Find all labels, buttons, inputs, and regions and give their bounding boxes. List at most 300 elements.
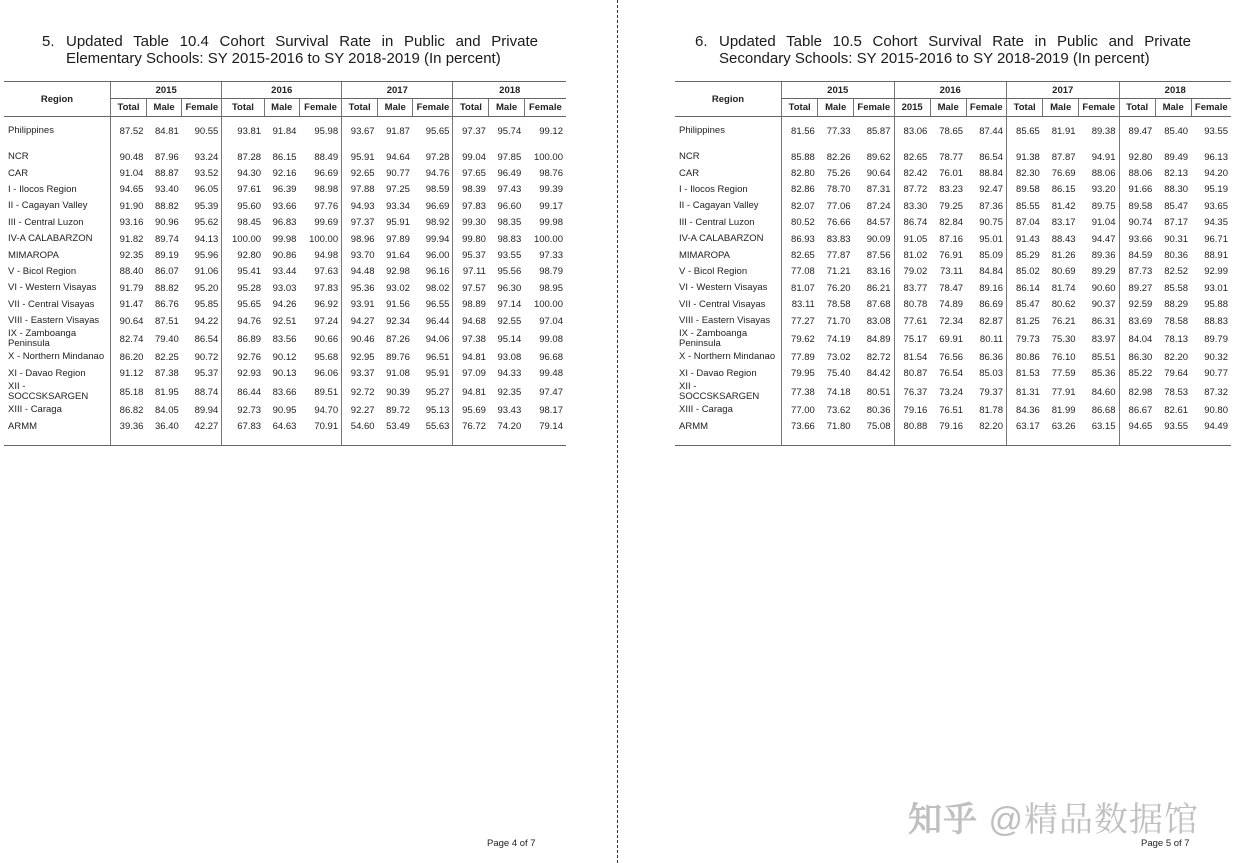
table-row bbox=[675, 418, 1231, 445]
region-name: Philippines bbox=[8, 125, 54, 136]
title-line-2: Elementary Schools: SY 2015-2016 to SY 2018-2019 (In percent) bbox=[66, 50, 501, 67]
table-row bbox=[675, 366, 1231, 382]
rate-cell: 99.04 bbox=[453, 149, 489, 165]
rate-cell: 90.96 bbox=[155, 217, 179, 229]
rate-cell: 89.62 bbox=[866, 151, 891, 163]
zhihu-logo: 知乎 bbox=[908, 801, 978, 839]
rate-cell: 93.08 bbox=[497, 351, 522, 363]
sub-header: Female bbox=[299, 99, 341, 117]
table-row bbox=[675, 247, 1231, 263]
rate-cell: 83.17 bbox=[1051, 217, 1076, 229]
rate-cell: 97.47 bbox=[539, 386, 563, 398]
rate-cell: 77.06 bbox=[826, 200, 851, 212]
table-row bbox=[675, 297, 1231, 313]
rate-cell: 79.14 bbox=[524, 418, 566, 445]
rate-cell: 95.65 bbox=[425, 125, 450, 137]
rate-cell: 96.05 bbox=[194, 184, 219, 196]
rate-cell: 97.33 bbox=[539, 250, 563, 262]
rate-cell: 100.00 bbox=[533, 151, 563, 163]
sub-header: Male bbox=[1155, 99, 1191, 117]
rate-cell: 87.72 bbox=[894, 182, 930, 198]
rate-cell: 88.84 bbox=[979, 168, 1003, 180]
rate-cell: 97.37 bbox=[342, 215, 378, 231]
rate-cell: 95.68 bbox=[314, 351, 339, 363]
rate-cell: 83.83 bbox=[826, 233, 851, 245]
rate-cell: 89.72 bbox=[386, 404, 410, 416]
rate-cell: 86.15 bbox=[1051, 184, 1076, 196]
rate-cell: 76.01 bbox=[939, 168, 964, 180]
title-line-1: Updated Table 10.5 Cohort Survival Rate in Public and Private bbox=[719, 33, 1191, 50]
region-name: XIII - Caraga bbox=[8, 404, 62, 416]
rate-cell: 89.27 bbox=[1119, 280, 1155, 296]
rate-cell: 96.51 bbox=[425, 351, 450, 363]
rate-cell: 99.08 bbox=[539, 333, 563, 345]
rate-cell: 90.95 bbox=[272, 404, 297, 416]
sub-header: Female bbox=[182, 99, 222, 117]
country-row bbox=[4, 123, 566, 139]
region-name: CAR bbox=[8, 167, 29, 179]
rate-cell: 86.82 bbox=[111, 402, 147, 418]
rate-cell: 69.91 bbox=[939, 333, 964, 345]
rate-cell: 87.16 bbox=[939, 233, 964, 245]
rate-cell: 94.91 bbox=[1091, 151, 1116, 163]
rate-cell: 94.76 bbox=[222, 313, 264, 329]
rate-cell: 78.58 bbox=[1164, 315, 1189, 327]
rate-cell: 92.65 bbox=[342, 165, 378, 181]
rate-cell: 76.20 bbox=[826, 282, 851, 294]
rate-cell: 88.82 bbox=[155, 282, 179, 294]
sub-header: Total bbox=[1119, 99, 1155, 117]
region-name: IV-A CALABARZON bbox=[679, 233, 764, 245]
rate-cell: 94.30 bbox=[222, 165, 264, 181]
rate-cell: 94.76 bbox=[425, 168, 450, 180]
page-divider bbox=[617, 0, 618, 863]
rate-cell: 87.38 bbox=[155, 368, 179, 380]
rate-cell: 98.35 bbox=[497, 217, 522, 229]
rate-cell: 88.29 bbox=[1164, 299, 1189, 311]
rate-cell: 36.40 bbox=[146, 418, 181, 445]
table-row bbox=[4, 198, 566, 214]
rate-cell: 89.51 bbox=[314, 386, 339, 398]
rate-cell: 82.20 bbox=[966, 418, 1006, 445]
rate-cell: 90.80 bbox=[1204, 404, 1228, 416]
rate-cell: 95.19 bbox=[1204, 184, 1228, 196]
rate-cell: 83.16 bbox=[866, 266, 891, 278]
rate-cell: 98.95 bbox=[539, 282, 563, 294]
rate-cell: 93.81 bbox=[222, 123, 264, 139]
rate-cell: 91.64 bbox=[386, 250, 410, 262]
rate-cell: 73.11 bbox=[939, 266, 964, 278]
rate-cell: 90.37 bbox=[1091, 299, 1116, 311]
sub-header: Male bbox=[378, 99, 413, 117]
region-header: Region bbox=[675, 82, 782, 117]
rate-cell: 77.27 bbox=[782, 313, 818, 329]
rate-cell: 75.30 bbox=[1051, 333, 1076, 345]
rate-cell: 89.76 bbox=[386, 351, 410, 363]
rate-cell: 73.66 bbox=[782, 418, 818, 445]
rate-cell: 86.54 bbox=[194, 333, 219, 345]
rate-cell: 81.53 bbox=[1007, 366, 1043, 382]
rate-cell: 94.26 bbox=[272, 299, 297, 311]
rate-cell: 74.89 bbox=[939, 299, 964, 311]
rate-cell: 95.85 bbox=[194, 299, 219, 311]
rate-cell: 85.51 bbox=[1091, 351, 1116, 363]
rate-cell: 70.91 bbox=[299, 418, 341, 445]
rate-cell: 97.63 bbox=[314, 266, 339, 278]
rate-cell: 93.91 bbox=[342, 297, 378, 313]
rate-cell: 88.06 bbox=[1091, 168, 1116, 180]
rate-cell: 95.91 bbox=[342, 149, 378, 165]
rate-cell: 85.58 bbox=[1164, 282, 1189, 294]
sub-header: Total bbox=[111, 99, 147, 117]
rate-cell: 91.04 bbox=[1091, 217, 1116, 229]
rate-cell: 97.04 bbox=[539, 315, 563, 327]
rate-cell: 90.46 bbox=[342, 329, 378, 349]
rate-cell: 87.56 bbox=[866, 250, 891, 262]
rate-cell: 85.02 bbox=[1007, 264, 1043, 280]
rate-cell: 96.69 bbox=[425, 200, 450, 212]
rate-cell: 99.30 bbox=[453, 215, 489, 231]
rate-cell: 67.83 bbox=[222, 418, 264, 445]
rate-cell: 84.57 bbox=[866, 217, 891, 229]
rate-cell: 82.98 bbox=[1119, 382, 1155, 402]
rate-cell: 89.36 bbox=[1091, 250, 1116, 262]
rate-cell: 85.29 bbox=[1007, 247, 1043, 263]
rate-cell: 90.39 bbox=[386, 386, 410, 398]
rate-cell: 78.47 bbox=[939, 282, 964, 294]
rate-cell: 90.77 bbox=[1204, 368, 1228, 380]
table-row bbox=[4, 313, 566, 329]
rate-cell: 93.66 bbox=[1119, 231, 1155, 247]
rate-cell: 80.86 bbox=[1007, 349, 1043, 365]
rate-cell: 79.16 bbox=[894, 402, 930, 418]
rate-cell: 88.49 bbox=[314, 151, 339, 163]
rate-cell: 92.99 bbox=[1204, 266, 1228, 278]
rate-cell: 85.65 bbox=[1007, 123, 1043, 139]
rate-cell: 94.33 bbox=[497, 368, 522, 380]
rate-cell: 42.27 bbox=[182, 418, 222, 445]
rate-cell: 80.88 bbox=[894, 418, 930, 445]
rate-cell: 76.72 bbox=[453, 418, 489, 445]
table-row bbox=[4, 366, 566, 382]
rate-cell: 81.26 bbox=[1051, 250, 1076, 262]
table-row bbox=[675, 264, 1231, 280]
rate-cell: 82.13 bbox=[1164, 168, 1189, 180]
rate-cell: 85.18 bbox=[111, 382, 147, 402]
rate-cell: 96.00 bbox=[425, 250, 450, 262]
rate-cell: 96.39 bbox=[272, 184, 297, 196]
rate-cell: 92.95 bbox=[342, 349, 378, 365]
rate-cell: 93.02 bbox=[386, 282, 410, 294]
rate-cell: 91.47 bbox=[111, 297, 147, 313]
rate-cell: 94.70 bbox=[314, 404, 339, 416]
rate-cell: 81.02 bbox=[894, 247, 930, 263]
rate-cell: 96.13 bbox=[1204, 151, 1228, 163]
region-name: VI - Western Visayas bbox=[679, 282, 768, 294]
rate-cell: 76.10 bbox=[1051, 351, 1076, 363]
rate-cell: 97.09 bbox=[453, 366, 489, 382]
rate-cell: 89.58 bbox=[1007, 182, 1043, 198]
rate-cell: 83.06 bbox=[894, 123, 930, 139]
rate-cell: 97.43 bbox=[497, 184, 522, 196]
rate-cell: 99.98 bbox=[539, 217, 563, 229]
region-name: NCR bbox=[679, 151, 700, 163]
rate-cell: 96.44 bbox=[425, 315, 450, 327]
rate-cell: 90.31 bbox=[1164, 233, 1189, 245]
rate-cell: 94.06 bbox=[425, 333, 450, 345]
rate-cell: 97.65 bbox=[453, 165, 489, 181]
rate-cell: 82.65 bbox=[894, 149, 930, 165]
sub-header: Female bbox=[966, 99, 1006, 117]
region-name: IV-A CALABARZON bbox=[8, 233, 93, 245]
rate-cell: 93.44 bbox=[272, 266, 297, 278]
rate-cell: 76.21 bbox=[1051, 315, 1076, 327]
rate-cell: 86.69 bbox=[979, 299, 1003, 311]
page-5 bbox=[621, 0, 1245, 863]
rate-cell: 82.72 bbox=[866, 351, 891, 363]
sub-header: 2015 bbox=[894, 99, 930, 117]
rate-cell: 98.92 bbox=[425, 217, 450, 229]
rate-cell: 81.78 bbox=[979, 404, 1003, 416]
rate-cell: 94.81 bbox=[453, 349, 489, 365]
region-name: XI - Davao Region bbox=[8, 367, 86, 379]
rate-cell: 93.34 bbox=[386, 200, 410, 212]
rate-cell: 92.72 bbox=[342, 382, 378, 402]
rate-cell: 82.26 bbox=[826, 151, 851, 163]
rate-cell: 97.38 bbox=[453, 329, 489, 349]
rate-cell: 77.00 bbox=[782, 402, 818, 418]
rate-cell: 84.84 bbox=[979, 266, 1003, 278]
title-line-1: Updated Table 10.4 Cohort Survival Rate in Public and Private bbox=[66, 33, 538, 50]
rate-cell: 92.98 bbox=[386, 266, 410, 278]
rate-cell: 88.40 bbox=[111, 264, 147, 280]
rate-cell: 94.47 bbox=[1091, 233, 1116, 245]
sub-header: Total bbox=[342, 99, 378, 117]
rate-cell: 79.64 bbox=[1164, 368, 1189, 380]
rate-cell: 96.69 bbox=[314, 168, 339, 180]
region-name: I - Ilocos Region bbox=[679, 183, 748, 195]
sub-header: Total bbox=[453, 99, 489, 117]
rate-cell: 78.77 bbox=[939, 151, 964, 163]
rate-cell: 81.95 bbox=[155, 386, 179, 398]
rate-cell: 97.28 bbox=[425, 151, 450, 163]
rate-cell: 97.14 bbox=[497, 299, 522, 311]
rate-cell: 88.30 bbox=[1164, 184, 1189, 196]
sub-header: Female bbox=[524, 99, 566, 117]
rate-cell: 77.91 bbox=[1051, 386, 1076, 398]
rate-cell: 95.91 bbox=[386, 217, 410, 229]
rate-cell: 87.51 bbox=[155, 315, 179, 327]
rate-cell: 95.20 bbox=[194, 282, 219, 294]
spacer-row bbox=[675, 139, 1231, 149]
rate-cell: 84.42 bbox=[866, 368, 891, 380]
region-name: VIII - Eastern Visayas bbox=[8, 315, 100, 327]
region-name: ARMM bbox=[675, 418, 782, 445]
rate-cell: 91.90 bbox=[111, 198, 147, 214]
rate-cell: 79.95 bbox=[782, 366, 818, 382]
table-row bbox=[675, 349, 1231, 365]
rate-cell: 98.59 bbox=[425, 184, 450, 196]
rate-cell: 86.31 bbox=[1091, 315, 1116, 327]
rate-cell: 90.74 bbox=[1119, 215, 1155, 231]
rate-cell: 88.87 bbox=[155, 168, 179, 180]
rate-cell: 92.16 bbox=[272, 168, 297, 180]
rate-cell: 80.52 bbox=[782, 215, 818, 231]
rate-cell: 94.93 bbox=[342, 198, 378, 214]
rate-cell: 87.17 bbox=[1164, 217, 1189, 229]
rate-cell: 82.07 bbox=[782, 198, 818, 214]
table-row bbox=[4, 149, 566, 165]
rate-cell: 97.76 bbox=[314, 200, 339, 212]
rate-cell: 89.29 bbox=[1091, 266, 1116, 278]
rate-cell: 77.33 bbox=[826, 125, 851, 137]
table-row bbox=[4, 402, 566, 418]
rate-cell: 91.87 bbox=[386, 125, 410, 137]
rate-cell: 96.30 bbox=[497, 282, 522, 294]
rate-cell: 77.59 bbox=[1051, 368, 1076, 380]
rate-cell: 86.36 bbox=[979, 351, 1003, 363]
rate-cell: 79.25 bbox=[939, 200, 964, 212]
rate-cell: 86.76 bbox=[155, 299, 179, 311]
rate-cell: 96.16 bbox=[425, 266, 450, 278]
rate-cell: 85.09 bbox=[979, 250, 1003, 262]
rate-cell: 78.65 bbox=[939, 125, 964, 137]
sub-header: Female bbox=[1191, 99, 1231, 117]
sub-header: Male bbox=[1043, 99, 1079, 117]
page-footer: Page 4 of 7 bbox=[487, 838, 536, 849]
rate-cell: 82.74 bbox=[111, 329, 147, 349]
rate-cell: 89.16 bbox=[979, 282, 1003, 294]
rate-cell: 80.87 bbox=[894, 366, 930, 382]
rate-cell: 83.30 bbox=[894, 198, 930, 214]
year-header: 2016 bbox=[894, 82, 1007, 99]
page-footer: Page 5 of 7 bbox=[1141, 838, 1190, 849]
rate-cell: 92.73 bbox=[222, 402, 264, 418]
year-header: 2015 bbox=[782, 82, 895, 99]
table-row bbox=[4, 329, 566, 349]
rate-cell: 95.13 bbox=[425, 404, 450, 416]
rate-cell: 81.07 bbox=[782, 280, 818, 296]
rate-cell: 90.55 bbox=[194, 125, 219, 137]
rate-cell: 85.47 bbox=[1164, 200, 1189, 212]
rate-cell: 79.02 bbox=[894, 264, 930, 280]
rate-cell: 86.15 bbox=[272, 151, 297, 163]
rate-cell: 85.03 bbox=[979, 368, 1003, 380]
rate-cell: 93.55 bbox=[497, 250, 522, 262]
rate-cell: 91.12 bbox=[111, 366, 147, 382]
region-name: X - Northern Mindanao bbox=[8, 351, 105, 363]
year-header: 2018 bbox=[1119, 82, 1231, 99]
rate-cell: 95.41 bbox=[222, 264, 264, 280]
rate-cell: 83.56 bbox=[272, 333, 297, 345]
rate-cell: 90.77 bbox=[386, 168, 410, 180]
rate-cell: 96.83 bbox=[272, 217, 297, 229]
rate-cell: 87.32 bbox=[1204, 386, 1228, 398]
rate-cell: 96.06 bbox=[314, 368, 339, 380]
rate-cell: 90.13 bbox=[272, 368, 297, 380]
rate-cell: 97.25 bbox=[386, 184, 410, 196]
rate-cell: 77.08 bbox=[782, 264, 818, 280]
rate-cell: 78.53 bbox=[1164, 386, 1189, 398]
rate-cell: 87.44 bbox=[979, 125, 1003, 137]
rate-cell: 93.43 bbox=[497, 404, 522, 416]
rate-cell: 71.80 bbox=[818, 418, 854, 445]
rate-cell: 82.80 bbox=[782, 165, 818, 181]
rate-cell: 92.93 bbox=[222, 366, 264, 382]
rate-cell: 100.00 bbox=[533, 233, 563, 245]
rate-cell: 78.13 bbox=[1164, 333, 1189, 345]
sub-header: Female bbox=[1079, 99, 1119, 117]
rate-cell: 76.66 bbox=[826, 217, 851, 229]
rate-cell: 91.56 bbox=[386, 299, 410, 311]
rate-cell: 95.56 bbox=[497, 266, 522, 278]
rate-cell: 81.74 bbox=[1051, 282, 1076, 294]
region-name: CAR bbox=[679, 167, 700, 179]
rate-cell: 90.09 bbox=[866, 233, 891, 245]
rate-cell: 89.49 bbox=[1164, 151, 1189, 163]
rate-cell: 94.98 bbox=[314, 250, 339, 262]
table-row bbox=[675, 313, 1231, 329]
rate-cell: 99.48 bbox=[539, 368, 563, 380]
rate-cell: 91.43 bbox=[1007, 231, 1043, 247]
rate-cell: 89.74 bbox=[155, 233, 179, 245]
country-row bbox=[675, 123, 1231, 139]
rate-cell: 79.37 bbox=[979, 386, 1003, 398]
region-name: II - Cagayan Valley bbox=[8, 200, 88, 212]
rate-cell: 93.55 bbox=[1155, 418, 1191, 445]
table-row bbox=[675, 149, 1231, 165]
rate-cell: 78.70 bbox=[826, 184, 851, 196]
rate-cell: 80.36 bbox=[866, 404, 891, 416]
rate-cell: 94.13 bbox=[194, 233, 219, 245]
table-row bbox=[4, 297, 566, 313]
rate-cell: 93.70 bbox=[342, 247, 378, 263]
rate-cell: 87.73 bbox=[1119, 264, 1155, 280]
rate-cell: 82.87 bbox=[979, 315, 1003, 327]
rate-cell: 86.20 bbox=[111, 349, 147, 365]
rate-cell: 95.39 bbox=[194, 200, 219, 212]
rate-cell: 95.60 bbox=[222, 198, 264, 214]
rate-cell: 73.02 bbox=[826, 351, 851, 363]
rate-cell: 94.65 bbox=[111, 182, 147, 198]
rate-cell: 87.31 bbox=[866, 184, 891, 196]
rate-cell: 89.19 bbox=[155, 250, 179, 262]
rate-cell: 89.58 bbox=[1119, 198, 1155, 214]
rate-cell: 99.69 bbox=[314, 217, 339, 229]
rate-cell: 97.83 bbox=[314, 282, 339, 294]
rate-cell: 95.98 bbox=[314, 125, 339, 137]
rate-cell: 98.45 bbox=[222, 215, 264, 231]
rate-cell: 85.22 bbox=[1119, 366, 1155, 382]
rate-cell: 88.91 bbox=[1204, 250, 1228, 262]
region-name: VII - Central Visayas bbox=[679, 298, 766, 310]
region-name: V - Bicol Region bbox=[679, 265, 748, 277]
rate-cell: 85.87 bbox=[866, 125, 891, 137]
rate-cell: 82.52 bbox=[1164, 266, 1189, 278]
rate-cell: 95.88 bbox=[1204, 299, 1228, 311]
title-number: 5. bbox=[42, 33, 55, 50]
table-row bbox=[4, 382, 566, 402]
rate-cell: 86.68 bbox=[1091, 404, 1116, 416]
rate-cell: 76.56 bbox=[939, 351, 964, 363]
year-header: 2018 bbox=[453, 82, 566, 99]
rate-cell: 91.38 bbox=[1007, 149, 1043, 165]
rate-cell: 88.43 bbox=[1051, 233, 1076, 245]
cohort-table-secondary bbox=[675, 81, 1231, 446]
rate-cell: 83.11 bbox=[782, 297, 818, 313]
rate-cell: 84.05 bbox=[155, 404, 179, 416]
region-name: X - Northern Mindanao bbox=[679, 351, 776, 363]
